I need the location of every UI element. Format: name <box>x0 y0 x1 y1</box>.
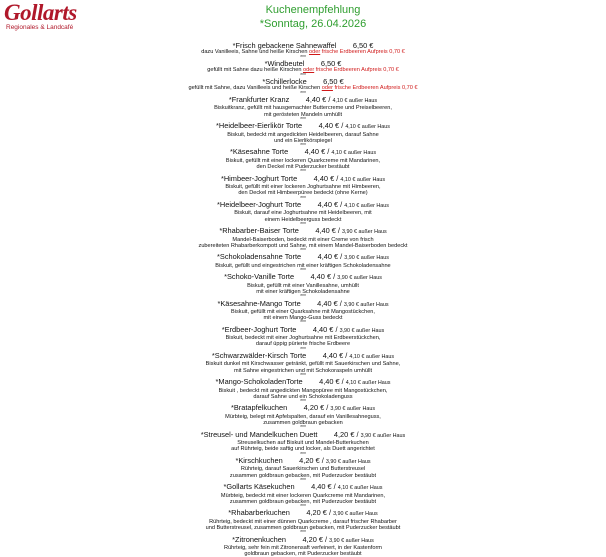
menu-item-price: 4,40 € / <box>322 351 348 361</box>
menu-item-price: 4,40 € / <box>319 377 344 387</box>
menu-item-price: 4,40 € / <box>310 272 336 282</box>
menu-item-name: *Bratapfelkuchen <box>230 403 288 413</box>
menu-item-description: Biskuit, gefüllt mit einer lockeren Joghurtsahne mit Himbeeren, <box>225 184 381 191</box>
menu-item-name: *Käsesahne-Mango Torte <box>217 298 301 308</box>
menu-item-separator: *** <box>300 399 306 406</box>
menu-item-description: Rührteig, bedeckt mit einer dünnen Quarkcreme , darauf frischer Rhabarber <box>209 518 397 525</box>
menu-item-name: *Windbeutel <box>264 59 305 69</box>
menu-item-price: 4,20 € / <box>333 429 359 439</box>
menu-item-heading <box>0 96 606 105</box>
menu-item <box>0 536 606 557</box>
menu-item-heading <box>0 509 606 518</box>
menu-item-takeaway-price: 4,10 € außer Haus <box>337 485 383 492</box>
menu-item-name: *Mango-SchokoladenTorte <box>215 377 303 387</box>
menu-item-name: *Schillerlocke <box>262 77 307 87</box>
page-title: Kuchenempfehlung <box>265 4 361 16</box>
menu-item-heading <box>0 253 606 262</box>
menu-item-takeaway-price: 3,90 € außer Haus <box>330 406 376 413</box>
menu-item-description: Biskuit , bedeckt mit angedickten Mangopüree mit Mangostückchen, <box>218 387 388 394</box>
menu-item-heading <box>0 483 606 492</box>
menu-item-description: Mandel-Baiserboden, bedeckt mit einer Creme von frisch <box>232 236 374 243</box>
menu-item-heading <box>0 378 606 387</box>
menu-item-takeaway-price: 3,90 € außer Haus <box>343 301 389 308</box>
menu-item-separator: *** <box>300 503 306 510</box>
menu-item-heading <box>0 273 606 282</box>
menu-item-description: Mürbteig, bedeckt mit einer lockeren Quarkcreme mit Mandarinen, <box>220 492 386 499</box>
menu-item <box>0 457 606 483</box>
menu-item-description: mit einem Mango-Guss bedeckt <box>263 315 343 322</box>
menu-item-description: Rührteig, darauf Sauerkirschen und Butterstreusel <box>240 466 366 473</box>
menu-item-price: 4,40 € / <box>304 147 330 157</box>
menu-item-description: mit gerösteten Mandeln umhüllt <box>263 111 343 118</box>
menu-item-separator: *** <box>300 425 306 432</box>
menu-item-description: darauf Sahne und ein Schokoladenguss <box>253 393 353 400</box>
menu-item-price: 4,40 € / <box>318 121 344 131</box>
menu-item-description: und Butterstreusel, zusammen goldbraun gebacken, mit Puderzucker bestäubt <box>205 524 401 531</box>
logo-name: Gollarts <box>4 0 77 25</box>
menu-item-separator: *** <box>300 247 306 254</box>
menu-item-takeaway-price: 4,10 € außer Haus <box>345 124 390 131</box>
menu-item <box>0 175 606 201</box>
menu-item-separator: *** <box>300 477 306 484</box>
menu-item-name: *Heidelbeer-Eierlikör Torte <box>216 121 303 131</box>
menu-item-price: 4,40 € / <box>315 226 340 236</box>
menu-item <box>0 201 606 227</box>
menu-item-description: goldbraun gebacken, mit Puderzucker bestäubt <box>244 551 362 557</box>
menu-item-price: 6,50 € <box>323 77 344 87</box>
menu-item-description: zusammen goldbraun gebacken <box>263 420 343 427</box>
menu-item <box>0 96 606 122</box>
menu-item-name: *Käsesahne Torte <box>229 147 289 157</box>
cake-menu-list <box>0 42 606 557</box>
menu-item-price: 4,40 € / <box>317 298 342 308</box>
menu-item <box>0 60 606 78</box>
menu-item-price: 4,40 € / <box>313 173 339 183</box>
menu-item-takeaway-price: 3,90 € außer Haus <box>360 432 406 439</box>
menu-item <box>0 122 606 148</box>
menu-item-description: einem Heidelbeerguss bedeckt <box>264 216 342 223</box>
menu-item-price: 4,20 € / <box>302 534 328 544</box>
menu-item-description: Biskuit, gefüllt und eingestrichen mit einer kräftigen Schokoladensahne <box>215 262 391 269</box>
menu-item-separator: *** <box>300 294 306 301</box>
menu-item-heading <box>0 78 606 85</box>
menu-item-description: darauf üppig pürierte frische Erdbeere <box>255 341 351 348</box>
page-date: *Sonntag, 26.04.2026 <box>259 18 367 30</box>
menu-item-separator: *** <box>300 116 306 123</box>
menu-item-heading <box>0 404 606 413</box>
menu-item-price: 4,20 € / <box>299 455 324 465</box>
menu-item-heading <box>0 148 606 157</box>
menu-item-name: *Erdbeer-Joghurt Torte <box>221 324 297 334</box>
menu-item-name: *Streusel- und Mandelkuchen Duett <box>200 429 318 439</box>
menu-item-heading <box>0 352 606 361</box>
menu-item-separator: *** <box>300 320 306 327</box>
menu-item-separator: *** <box>300 221 306 228</box>
menu-item <box>0 42 606 60</box>
menu-item-description: Biskuit, gefüllt mit einer Vanillesahne, umhüllt <box>247 282 359 289</box>
menu-item-name: *Rhabarber-Baiser Torte <box>219 226 299 236</box>
alternative-keyword: oder <box>303 67 315 74</box>
menu-item-description: zusammen goldbraun gebacken, mit Puderzucker bestäubt <box>229 498 377 505</box>
menu-item-heading <box>0 326 606 335</box>
menu-item-description: Biskuit, bedeckt mit einer Joghurtsahne mit Erdbeerstückchen, <box>225 335 381 342</box>
menu-item <box>0 483 606 509</box>
menu-item-price: 4,40 € / <box>305 95 331 105</box>
menu-item-takeaway-price: 3,90 € außer Haus <box>344 255 389 262</box>
menu-item-name: *Himbeer-Joghurt Torte <box>220 173 298 183</box>
menu-item-name: *Heidelbeer-Joghurt Torte <box>217 199 302 209</box>
menu-item-separator: *** <box>300 451 306 458</box>
menu-item-takeaway-price: 4,10 € außer Haus <box>340 176 386 183</box>
menu-item-price: 4,40 € / <box>312 324 338 334</box>
menu-item-separator: *** <box>300 169 306 176</box>
surcharge-note: frische Erdbeeren Aufpreis 0,70 € <box>332 85 418 92</box>
menu-item <box>0 431 606 457</box>
menu-item-description: gefüllt mit Sahne dazu heiße Kirschen oder frische Erdbeeren Aufpreis 0,70 € <box>207 67 399 74</box>
menu-item-description: und ein Eierlikörspiegel <box>274 137 332 144</box>
menu-item <box>0 352 606 378</box>
menu-item-separator: *** <box>300 530 306 537</box>
menu-item-takeaway-price: 4,10 € außer Haus <box>345 380 391 387</box>
menu-item-price: 4,40 € / <box>317 199 343 209</box>
menu-item-description: Streuselkuchen auf Biskuit und Mandel-Butterkuchen <box>237 440 369 447</box>
menu-item-price: 4,20 € / <box>303 403 329 413</box>
menu-item-name: *Schwarzwälder-Kirsch Torte <box>211 351 307 361</box>
menu-item-heading <box>0 457 606 466</box>
menu-item-separator: *** <box>300 90 306 97</box>
menu-item-price: 4,20 € / <box>306 508 331 518</box>
menu-item <box>0 509 606 535</box>
alternative-keyword: oder <box>321 85 333 92</box>
menu-item-takeaway-price: 3,90 € außer Haus <box>333 511 378 518</box>
menu-item-description: Biskuit, gefüllt mit einer Quarksahne mit Mangostückchen, <box>231 309 375 315</box>
menu-item-takeaway-price: 3,90 € außer Haus <box>339 327 385 334</box>
menu-item-description: Biskuit, bedeckt mit angedickten Heidelbeeren, darauf Sahne <box>227 131 379 138</box>
menu-item-takeaway-price: 3,90 € außer Haus <box>337 275 382 282</box>
menu-item-description: Biskuitkranz, gefüllt mit hausgemachter Buttercreme und Preiselbeeren, <box>214 105 392 112</box>
menu-item-separator: *** <box>300 346 306 353</box>
menu-item <box>0 326 606 352</box>
surcharge-note: frische Erdbeeren Aufpreis 0,70 € <box>314 67 399 74</box>
menu-item-heading <box>0 175 606 184</box>
menu-item-heading <box>0 431 606 440</box>
menu-item-description: dazu Vanilleeis, Sahne und heiße Kirschen oder frische Erdbeeren Aufpreis 0,70 € <box>201 49 405 56</box>
surcharge-note: frische Erdbeeren Aufpreis 0,70 € <box>320 49 405 56</box>
menu-item-separator: *** <box>300 372 306 379</box>
menu-item <box>0 378 606 404</box>
menu-item-description: den Deckel mit Himbeerpüree bedeckt (ohne Kerne) <box>238 190 368 197</box>
menu-item-takeaway-price: 4,10 € außer Haus <box>344 202 389 209</box>
menu-item-heading <box>0 201 606 210</box>
menu-item-name: *Frisch gebackene Sahnewaffel <box>232 41 337 50</box>
menu-item-heading <box>0 60 606 67</box>
menu-item-description: mit Sahne eingestrichen und mit Schokoraspeln umhüllt <box>233 367 373 374</box>
menu-item-takeaway-price: 3,90 € außer Haus <box>329 537 374 544</box>
menu-item-heading <box>0 122 606 131</box>
menu-item-name: *Schoko-Vanille Torte <box>224 272 295 282</box>
menu-item-separator: *** <box>300 54 306 61</box>
menu-item <box>0 227 606 253</box>
menu-item-description: Biskuit, gefüllt mit einer lockeren Quarkcreme mit Mandarinen, <box>225 157 381 164</box>
menu-item-description: gefüllt mit Sahne, dazu Vanilleeis und heiße Kirschen oder frische Erdbeeren Aufpreis 0,70 € <box>188 85 418 92</box>
menu-item <box>0 404 606 430</box>
menu-item-name: *Frankfurter Kranz <box>228 95 290 105</box>
menu-item-separator: *** <box>300 143 306 150</box>
menu-item-name: *Schokoladensahne Torte <box>217 252 302 262</box>
menu-item <box>0 253 606 273</box>
menu-item <box>0 300 606 326</box>
menu-item-description: Rührteig, sehr fein mit Zitronensaft verfeinert, in der Kastenform <box>224 544 382 551</box>
alternative-keyword: oder <box>309 49 321 56</box>
menu-item-takeaway-price: 3,90 € außer Haus <box>325 458 371 465</box>
menu-item-description: mit einer kräftigen Schokoladensahne <box>256 288 350 295</box>
menu-item-takeaway-price: 4,10 € außer Haus <box>331 150 377 157</box>
menu-item-price: 6,50 € <box>352 41 374 50</box>
menu-item-price: 6,50 € <box>320 59 342 69</box>
menu-item <box>0 273 606 299</box>
menu-item-description: zubereiteten Rhabarberkompott und Sahne, mit einem Mandel-Baiserboden bedeckt <box>198 242 408 249</box>
menu-item-heading <box>0 300 606 309</box>
menu-item <box>0 78 606 96</box>
menu-item-name: *Gollarts Käsekuchen <box>223 482 295 492</box>
menu-item-description: Biskuit, darauf eine Joghurtsahne mit Heidelbeeren, mit <box>234 210 372 217</box>
menu-item-price: 4,40 € / <box>311 482 336 492</box>
menu-item-takeaway-price: 4,10 € außer Haus <box>332 98 378 105</box>
menu-item-description: Biskuit dunkel mit Kirschwasser getränkt, gefüllt mit Sauerkirschen und Sahne, <box>205 361 401 368</box>
menu-item-description: auf Rührteig, beide saftig und locker, als Duett angerichtet <box>231 446 375 453</box>
menu-item-separator: *** <box>300 72 306 79</box>
menu-item-name: *Rhabarberkuchen <box>228 508 290 518</box>
menu-item-takeaway-price: 4,10 € außer Haus <box>349 354 395 361</box>
menu-item-name: *Zitronenkuchen <box>232 534 286 544</box>
menu-item-heading <box>0 42 606 49</box>
menu-item-price: 4,40 € / <box>317 252 343 262</box>
menu-item-description: Mürbteig, belegt mit Apfelspalten, darauf ein Vanillesahneguss, <box>225 413 381 420</box>
menu-item <box>0 148 606 174</box>
menu-item-description: zusammen goldbraun gebacken, mit Puderzucker bestäubt <box>229 472 377 479</box>
menu-item-heading <box>0 227 606 236</box>
menu-item-name: *Kirschkuchen <box>235 455 283 465</box>
menu-item-heading <box>0 536 606 545</box>
menu-item-separator: *** <box>300 195 306 202</box>
menu-item-description: den Deckel mit Puderzucker bestäubt <box>256 164 350 171</box>
menu-item-separator: *** <box>300 267 306 274</box>
menu-item-takeaway-price: 3,90 € außer Haus <box>342 229 387 236</box>
logo-tagline: Regionales & Landcafé <box>6 24 74 31</box>
